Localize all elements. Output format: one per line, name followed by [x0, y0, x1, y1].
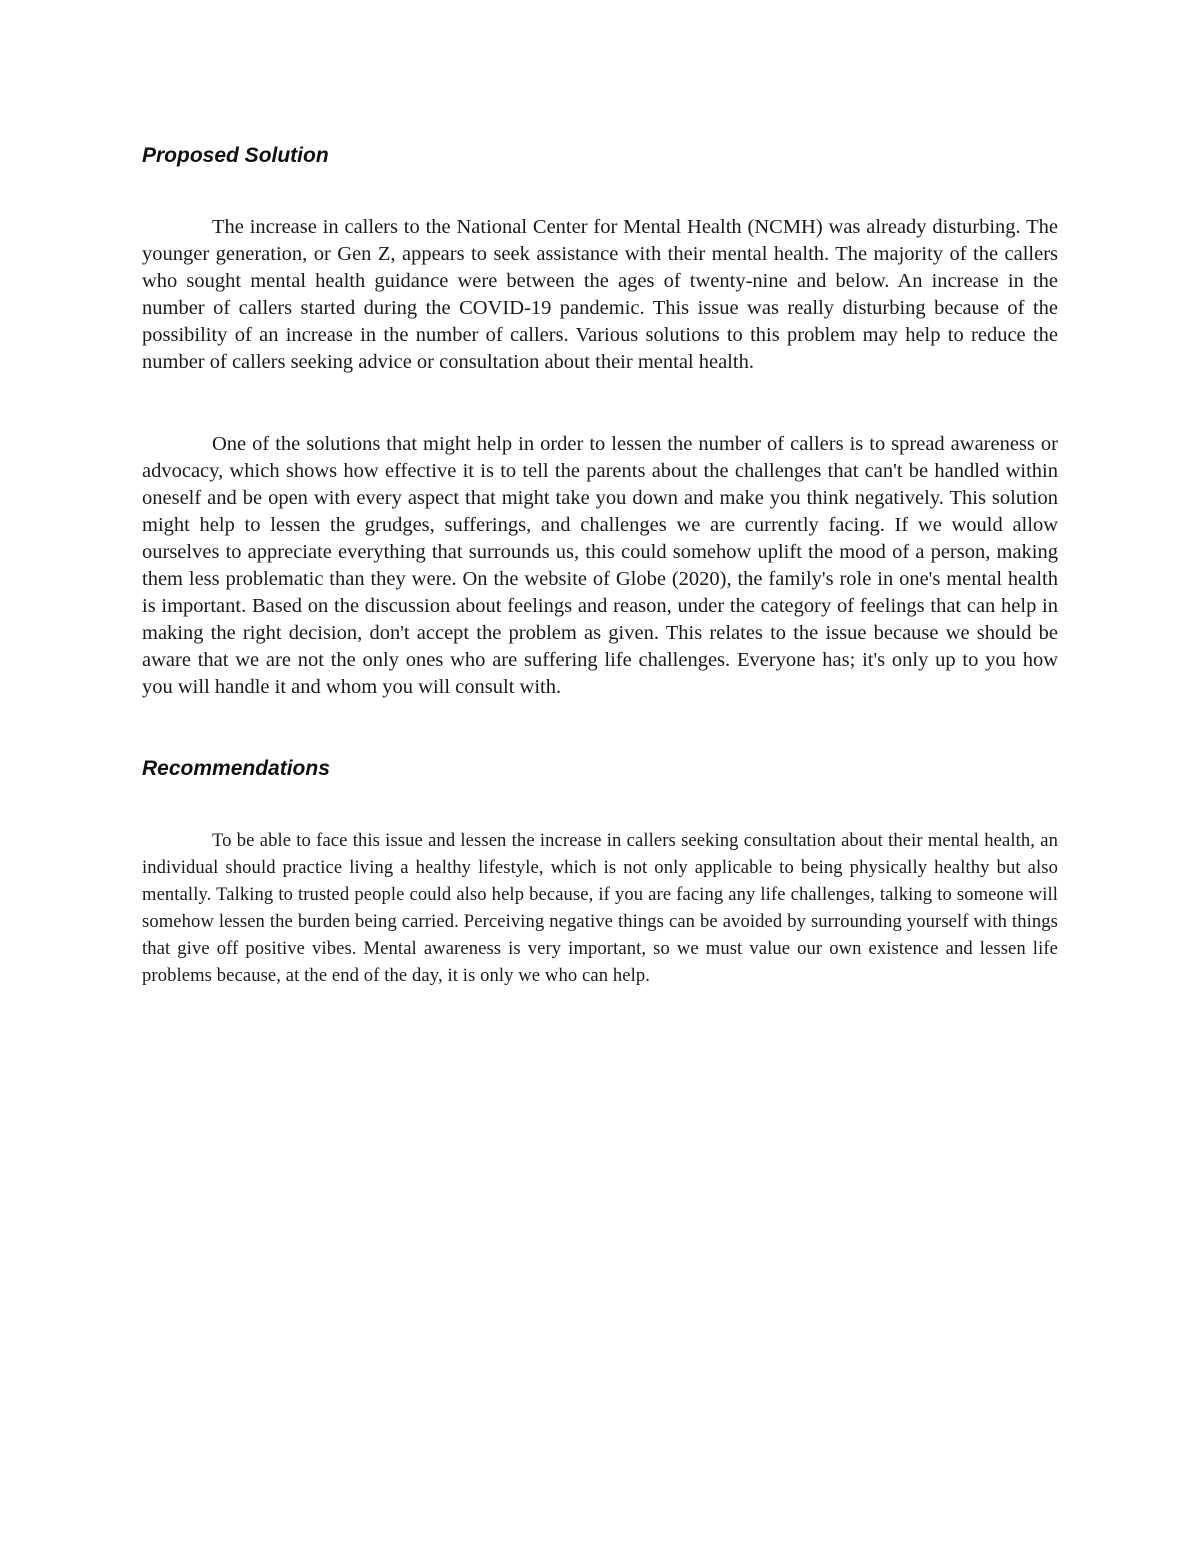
paragraph-proposed-solution-2: One of the solutions that might help in order to lessen the number of callers is to spread awareness or advocacy, which shows how effective it is to tell the parents about the challenges that can't be handled within oneself and be open with every aspect that might take you down and make you think negatively. This solution might help to lessen the grudges, sufferings, and challenges we are currently facing. If we would allow ourselves to appreciate everything that surrounds us, this could somehow uplift the mood of a person, making them less problematic than they were. On the website of Globe (2020), the family's role in one's mental health is important. Based on the discussion about feelings and reason, under the category of feelings that can help in making the right decision, don't accept the problem as given. This relates to the issue because we should be aware that we are not the only ones who are suffering life challenges. Everyone has; it's only up to you how you will handle it and whom you will consult with.	[142, 433, 1058, 698]
section-heading-recommendations: Recommendations	[142, 757, 330, 780]
section-heading-proposed-solution: Proposed Solution	[142, 144, 329, 167]
paragraph-recommendations-1: To be able to face this issue and lessen the increase in callers seeking consultation about their mental health, an individual should practice living a healthy lifestyle, which is not only applicable to being physically healthy but also mentally. Talking to trusted people could also help because, if you are facing any life challenges, talking to someone will somehow lessen the burden being carried. Perceiving negative things can be avoided by surrounding yourself with things that give off positive vibes. Mental awareness is very important, so we must value our own existence and lessen life problems because, at the end of the day, it is only we who can help.	[142, 830, 1058, 986]
paragraph-proposed-solution-1: The increase in callers to the National Center for Mental Health (NCMH) was already disturbing. The younger generation, or Gen Z, appears to seek assistance with their mental health. The majority of the callers who sought mental health guidance were between the ages of twenty-nine and below. An increase in the number of callers started during the COVID-19 pandemic. This issue was really disturbing because of the possibility of an increase in the number of callers. Various solutions to this problem may help to reduce the number of callers seeking advice or consultation about their mental health.	[142, 216, 1058, 373]
